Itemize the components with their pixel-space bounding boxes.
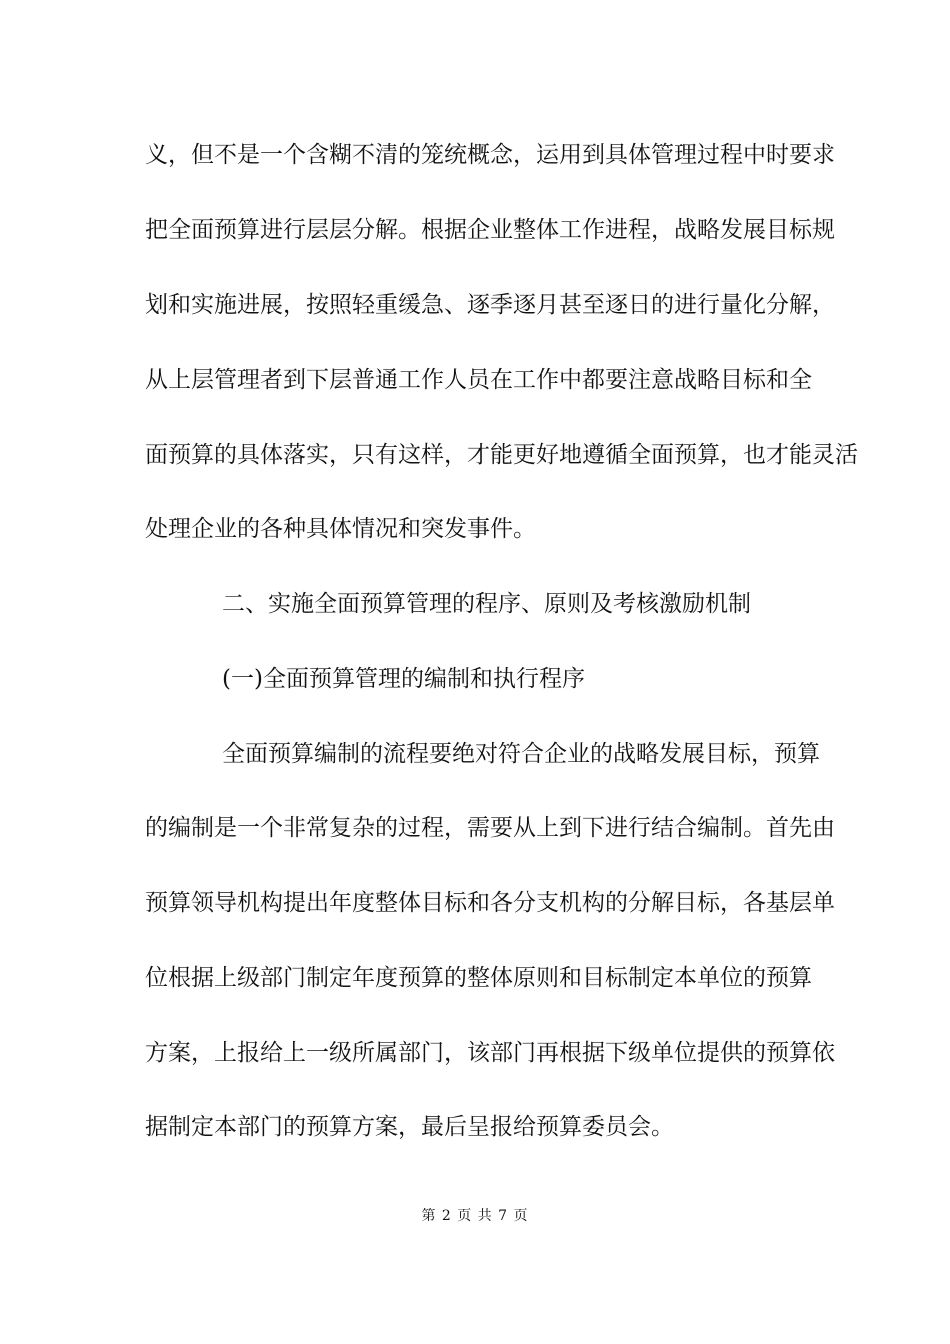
section-heading: 二、实施全面预算管理的程序、原则及考核激励机制 bbox=[222, 591, 751, 617]
paragraph-2-line-2: 的编制是一个非常复杂的过程，需要从上到下进行结合编制。首先由 bbox=[145, 815, 835, 841]
paragraph-1-line-5: 面预算的具体落实，只有这样，才能更好地遵循全面预算，也才能灵活 bbox=[145, 442, 858, 468]
paragraph-2-line-1: 全面预算编制的流程要绝对符合企业的战略发展目标，预算 bbox=[222, 741, 820, 767]
subsection-heading: (一)全面预算管理的编制和执行程序 bbox=[222, 666, 585, 692]
paragraph-2-line-5: 方案，上报给上一级所属部门，该部门再根据下级单位提供的预算依 bbox=[145, 1040, 835, 1066]
paragraph-2-line-6: 据制定本部门的预算方案，最后呈报给预算委员会。 bbox=[145, 1114, 674, 1140]
paragraph-1-line-6: 处理企业的各种具体情况和突发事件。 bbox=[145, 516, 536, 542]
paragraph-2-line-4: 位根据上级部门制定年度预算的整体原则和目标制定本单位的预算 bbox=[145, 965, 812, 991]
paragraph-1-line-3: 划和实施进展，按照轻重缓急、逐季逐月甚至逐日的进行量化分解， bbox=[145, 292, 835, 318]
paragraph-1-line-2: 把全面预算进行层层分解。根据企业整体工作进程，战略发展目标规 bbox=[145, 217, 835, 243]
paragraph-1-line-4: 从上层管理者到下层普通工作人员在工作中都要注意战略目标和全 bbox=[145, 367, 812, 393]
paragraph-1-line-1: 义，但不是一个含糊不清的笼统概念，运用到具体管理过程中时要求 bbox=[145, 142, 835, 168]
page-number-footer: 第 2 页 共 7 页 bbox=[421, 1208, 529, 1224]
paragraph-2-line-3: 预算领导机构提出年度整体目标和各分支机构的分解目标，各基层单 bbox=[145, 890, 835, 916]
